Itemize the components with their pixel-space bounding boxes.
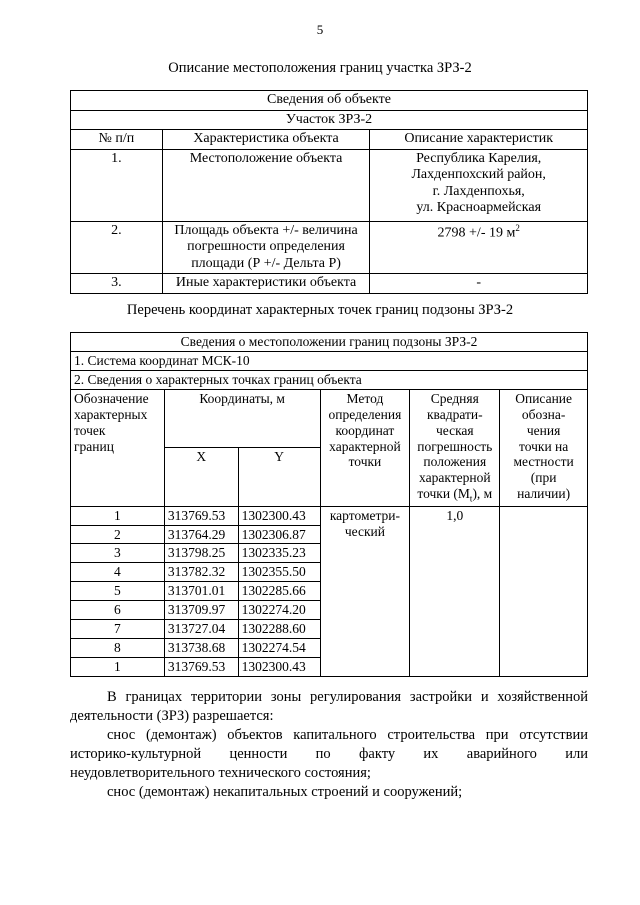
point-number: 2 [71, 525, 165, 544]
points-info-row: 2. Сведения о характерных точках границ объекта [71, 370, 588, 389]
row-characteristic: Иные характеристики объекта [162, 274, 370, 294]
error-value: 1,0 [410, 506, 500, 676]
point-number: 5 [71, 582, 165, 601]
header-line: точки [348, 454, 382, 470]
header-location-desc [500, 389, 588, 506]
paragraph: снос (демонтаж) некапитальных строений и сооружений; [107, 784, 463, 800]
header-method [320, 389, 410, 506]
point-number: 3 [71, 544, 165, 563]
desc-line: ул. Красноармейская [416, 200, 542, 216]
point-number: 7 [71, 620, 165, 639]
point-x: 313709.97 [164, 601, 238, 620]
desc-line: Лахденпохский район, [411, 167, 546, 183]
header-line [413, 486, 496, 504]
header-line: погрешность [417, 438, 493, 454]
header-line: местности [513, 454, 574, 470]
header-line: характерной [419, 470, 491, 486]
table-row [71, 221, 588, 274]
table-row [71, 149, 588, 221]
point-x: 313764.29 [164, 525, 238, 544]
point-number: 6 [71, 601, 165, 620]
point-x: 313738.68 [164, 639, 238, 658]
header-text: ), м [472, 486, 493, 502]
point-y: 1302288.60 [238, 620, 320, 639]
point-y: 1302274.20 [238, 601, 320, 620]
header-x: X [164, 448, 238, 506]
method-line: ческий [344, 523, 385, 539]
point-number: 8 [71, 639, 165, 658]
point-y: 1302306.87 [238, 525, 320, 544]
method-line: картометри- [329, 507, 401, 523]
coordinate-system-row: 1. Система координат МСК-10 [71, 351, 588, 370]
area-unit-exponent: 2 [515, 222, 520, 233]
header-line: точки на [518, 438, 569, 454]
point-y: 1302274.54 [238, 639, 320, 658]
point-number: 1 [71, 506, 165, 525]
point-number: 4 [71, 563, 165, 582]
header-text: точки (M [417, 486, 470, 502]
row-description [370, 149, 588, 221]
table-title: Сведения о местоположении границ подзоны ЗРЗ-2 [71, 333, 588, 352]
point-y: 1302300.43 [238, 506, 320, 525]
header-characteristic: Характеристика объекта [162, 130, 370, 150]
row-description: - [370, 274, 588, 294]
header-y: Y [238, 448, 320, 506]
method-value [320, 506, 410, 676]
point-x: 313798.25 [164, 544, 238, 563]
page-number: 5 [316, 22, 324, 37]
header-line: определения [328, 406, 402, 422]
section-title-coordinates: Перечень координат характерных точек границ подзоны ЗРЗ-2 [126, 302, 514, 318]
row-characteristic: Местоположение объекта [162, 149, 370, 221]
header-line: обозна- [521, 406, 566, 422]
points-body [71, 506, 588, 676]
header-line: Метод [346, 390, 384, 406]
desc-line: Республика Карелия, [416, 150, 542, 166]
point-y: 1302285.66 [238, 582, 320, 601]
header-error [410, 389, 500, 506]
table-title: Сведения об объекте [71, 91, 588, 111]
object-info-table [70, 90, 588, 294]
point-x: 313727.04 [164, 620, 238, 639]
row-num: 1. [71, 149, 163, 221]
section-title-object: Описание местоположения границ участка ЗРЗ-2 [168, 60, 472, 76]
header-line: квадрати- [426, 406, 483, 422]
header-designation [71, 389, 165, 506]
body-text [70, 688, 588, 802]
char-line: Площадь объекта +/- величина [174, 222, 358, 238]
header-line: Средняя [430, 390, 479, 406]
header-line: положения [423, 454, 487, 470]
desc-line: г. Лахденпохья, [432, 183, 525, 199]
point-x: 313769.53 [164, 657, 238, 676]
point-y: 1302355.50 [238, 563, 320, 582]
header-line: чения [526, 422, 561, 438]
row-num: 2. [71, 221, 163, 274]
header-line: ческая [435, 422, 474, 438]
header-line: (при [530, 470, 557, 486]
table-row [71, 506, 588, 525]
header-description: Описание характеристик [370, 130, 588, 150]
point-x: 313701.01 [164, 582, 238, 601]
header-line: точек [74, 422, 106, 438]
header-line: Описание [515, 390, 573, 406]
point-number: 1 [71, 657, 165, 676]
point-y: 1302300.43 [238, 657, 320, 676]
char-line: площади (Р +/- Дельта Р) [191, 255, 341, 271]
coordinates-table [70, 332, 588, 677]
header-num: № п/п [71, 130, 163, 150]
area-value: 2798 +/- 19 м [437, 225, 516, 241]
header-line: характерных [74, 406, 148, 422]
header-line: границ [74, 438, 114, 454]
row-num: 3. [71, 274, 163, 294]
paragraph: В границах территории зоны регулирования застройки и хозяйственной деятельности (ЗРЗ) разрешается: [70, 689, 588, 724]
header-coordinates: Координаты, м [164, 389, 320, 447]
header-line: характерной [329, 438, 401, 454]
header-line: Обозначение [74, 390, 149, 406]
point-y: 1302335.23 [238, 544, 320, 563]
table-subtitle: Участок ЗРЗ-2 [71, 110, 588, 130]
char-line: погрешности определения [187, 239, 345, 255]
point-x: 313769.53 [164, 506, 238, 525]
row-characteristic [162, 221, 370, 274]
table-row [71, 274, 588, 294]
paragraph: снос (демонтаж) объектов капитального строительства при отсутствии историко-культурной ценности по факту их аварийного или неудовлетворительного технического состояния; [70, 727, 588, 781]
location-desc-value [500, 506, 588, 676]
header-line: координат [335, 422, 395, 438]
point-x: 313782.32 [164, 563, 238, 582]
header-subscript: t [469, 493, 473, 504]
row-description [370, 221, 588, 274]
header-line: наличии) [517, 486, 571, 502]
